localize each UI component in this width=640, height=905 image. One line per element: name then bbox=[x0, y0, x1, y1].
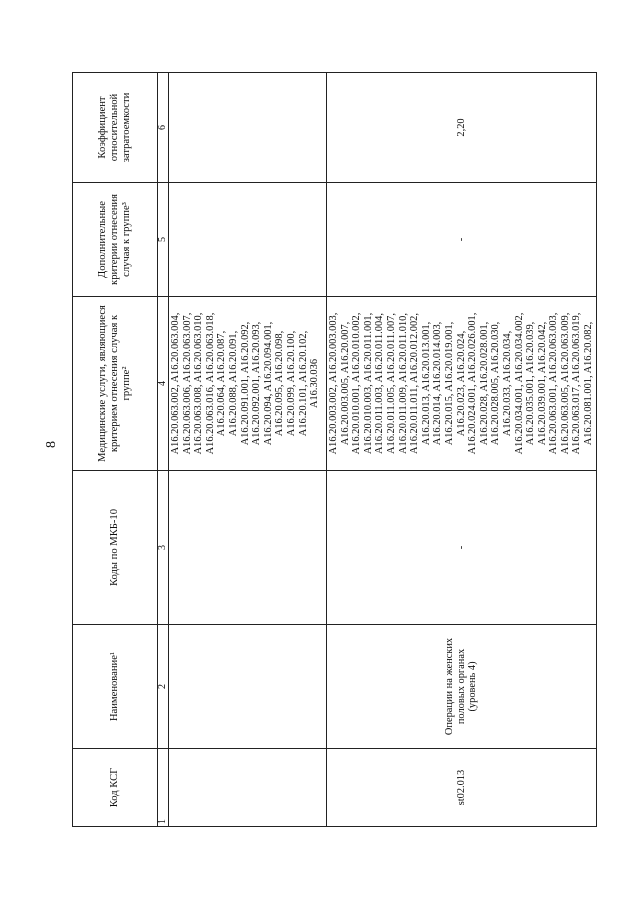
ksg-code-cell bbox=[169, 749, 327, 827]
service-code-line: A16.20.034.001, A16.20.034.002, bbox=[513, 312, 525, 455]
service-code-line: A16.20.011.011, A16.20.012.002, bbox=[409, 313, 421, 454]
service-code-line: A16.20.003.005, A16.20.007, bbox=[339, 321, 351, 446]
service-code-line: A16.20.063.008, A16.20.063.010, bbox=[193, 312, 205, 455]
service-code-line: A16.20.028.005, A16.20.030, bbox=[490, 321, 502, 446]
mkb-cell bbox=[169, 471, 327, 625]
header-additional-criteria: Дополнительные критерии отнесения случая к группе³ bbox=[73, 183, 158, 297]
service-code-line: A16.20.088, A16.20.091, bbox=[227, 330, 239, 437]
column-number: 2 bbox=[158, 625, 169, 749]
service-code-line: A16.20.099, A16.20.100, bbox=[285, 330, 297, 437]
service-code-line: A16.20.092.001, A16.20.093, bbox=[251, 321, 263, 446]
service-code-line: A16.20.063.002, A16.20.063.004, bbox=[170, 312, 181, 455]
service-code-line: A16.20.063.006, A16.20.063.007, bbox=[181, 312, 193, 455]
service-code-line: A16.20.101, A16.20.102, bbox=[297, 330, 309, 437]
services-cell bbox=[327, 297, 597, 471]
group-name-line: Операции на женских bbox=[443, 637, 455, 736]
table-row bbox=[169, 73, 327, 827]
column-number: 6 bbox=[158, 73, 169, 183]
header-name: Наименование¹ bbox=[73, 625, 158, 749]
ksg-code-cell: st02.013 bbox=[327, 749, 597, 827]
criteria-cell bbox=[169, 183, 327, 297]
service-code-line: A16.20.063.001, A16.20.063.003, bbox=[548, 312, 560, 455]
header-mkb-codes: Коды по МКБ-10 bbox=[73, 471, 158, 625]
criteria-cell: - bbox=[327, 183, 597, 297]
service-code-line: A16.20.095, A16.20.098, bbox=[274, 330, 286, 437]
header-cost-coefficient: Коэффициент относительной затратоемкости bbox=[73, 73, 158, 183]
service-code-line: A16.20.011.005, A16.20.011.007, bbox=[385, 313, 397, 454]
service-code-line: A16.20.003.002, A16.20.003.003, bbox=[328, 312, 339, 455]
service-code-line: A16.20.091.001, A16.20.092, bbox=[239, 321, 251, 446]
ksg-table bbox=[72, 72, 597, 827]
service-code-line: A16.20.013, A16.20.013.001, bbox=[420, 321, 432, 446]
service-code-line: A16.20.094, A16.20.094.001, bbox=[262, 321, 274, 446]
table-row bbox=[327, 73, 597, 827]
service-code-line: A16.20.010.001, A16.20.010.002, bbox=[351, 312, 363, 455]
coefficient-cell: 2,20 bbox=[327, 73, 597, 183]
services-cell bbox=[169, 297, 327, 471]
group-name-line: (уровень 4) bbox=[467, 661, 479, 712]
service-code-line: A16.20.033, A16.20.034, bbox=[501, 330, 513, 437]
header-medical-services: Медицинские услуги, являющиеся критерием отнесения случая к группе² bbox=[73, 297, 158, 471]
service-code-line: A16.20.028, A16.20.028.001, bbox=[478, 321, 490, 446]
service-code-line: A16.20.039.001, A16.20.042, bbox=[536, 321, 548, 446]
coefficient-cell bbox=[169, 73, 327, 183]
service-code-line: A16.20.081.001, A16.20.082, bbox=[583, 321, 595, 446]
column-number: 1 bbox=[158, 749, 169, 827]
column-number: 5 bbox=[158, 183, 169, 297]
service-code-line: A16.20.015, A16.20.019.001, bbox=[443, 321, 455, 446]
column-number: 4 bbox=[158, 297, 169, 471]
mkb-cell: - bbox=[327, 471, 597, 625]
service-code-line: A16.20.023, A16.20.024, bbox=[455, 330, 467, 437]
service-code-line: A16.20.011.003, A16.20.011.004, bbox=[374, 313, 386, 454]
rotated-table-container bbox=[72, 73, 595, 827]
service-code-line: A16.20.064, A16.20.087, bbox=[216, 330, 228, 437]
service-code-line: A16.30.036 bbox=[309, 358, 321, 409]
name-cell bbox=[169, 625, 327, 749]
service-code-line: A16.20.035.001, A16.20.039, bbox=[525, 321, 537, 446]
service-code-line: A16.20.063.005, A16.20.063.009, bbox=[559, 312, 571, 455]
page-number: 8 bbox=[44, 441, 59, 448]
header-ksg-code: Код КСГ bbox=[73, 749, 158, 827]
service-code-line: A16.20.011.009, A16.20.011.010, bbox=[397, 313, 409, 454]
column-number-row bbox=[158, 73, 169, 827]
service-code-line: A16.20.010.003, A16.20.011.001, bbox=[362, 312, 374, 455]
service-code-line: A16.20.063.017, A16.20.063.019, bbox=[571, 312, 583, 455]
service-code-line: A16.20.014, A16.20.014.003, bbox=[432, 321, 444, 446]
service-code-line: A16.20.063.016, A16.20.063.018, bbox=[204, 312, 216, 455]
column-number: 3 bbox=[158, 471, 169, 625]
name-cell bbox=[327, 625, 597, 749]
table-header-row bbox=[73, 73, 158, 827]
service-code-line: A16.20.024.001, A16.20.026.001, bbox=[467, 312, 479, 455]
group-name-line: половых органах bbox=[455, 648, 467, 725]
